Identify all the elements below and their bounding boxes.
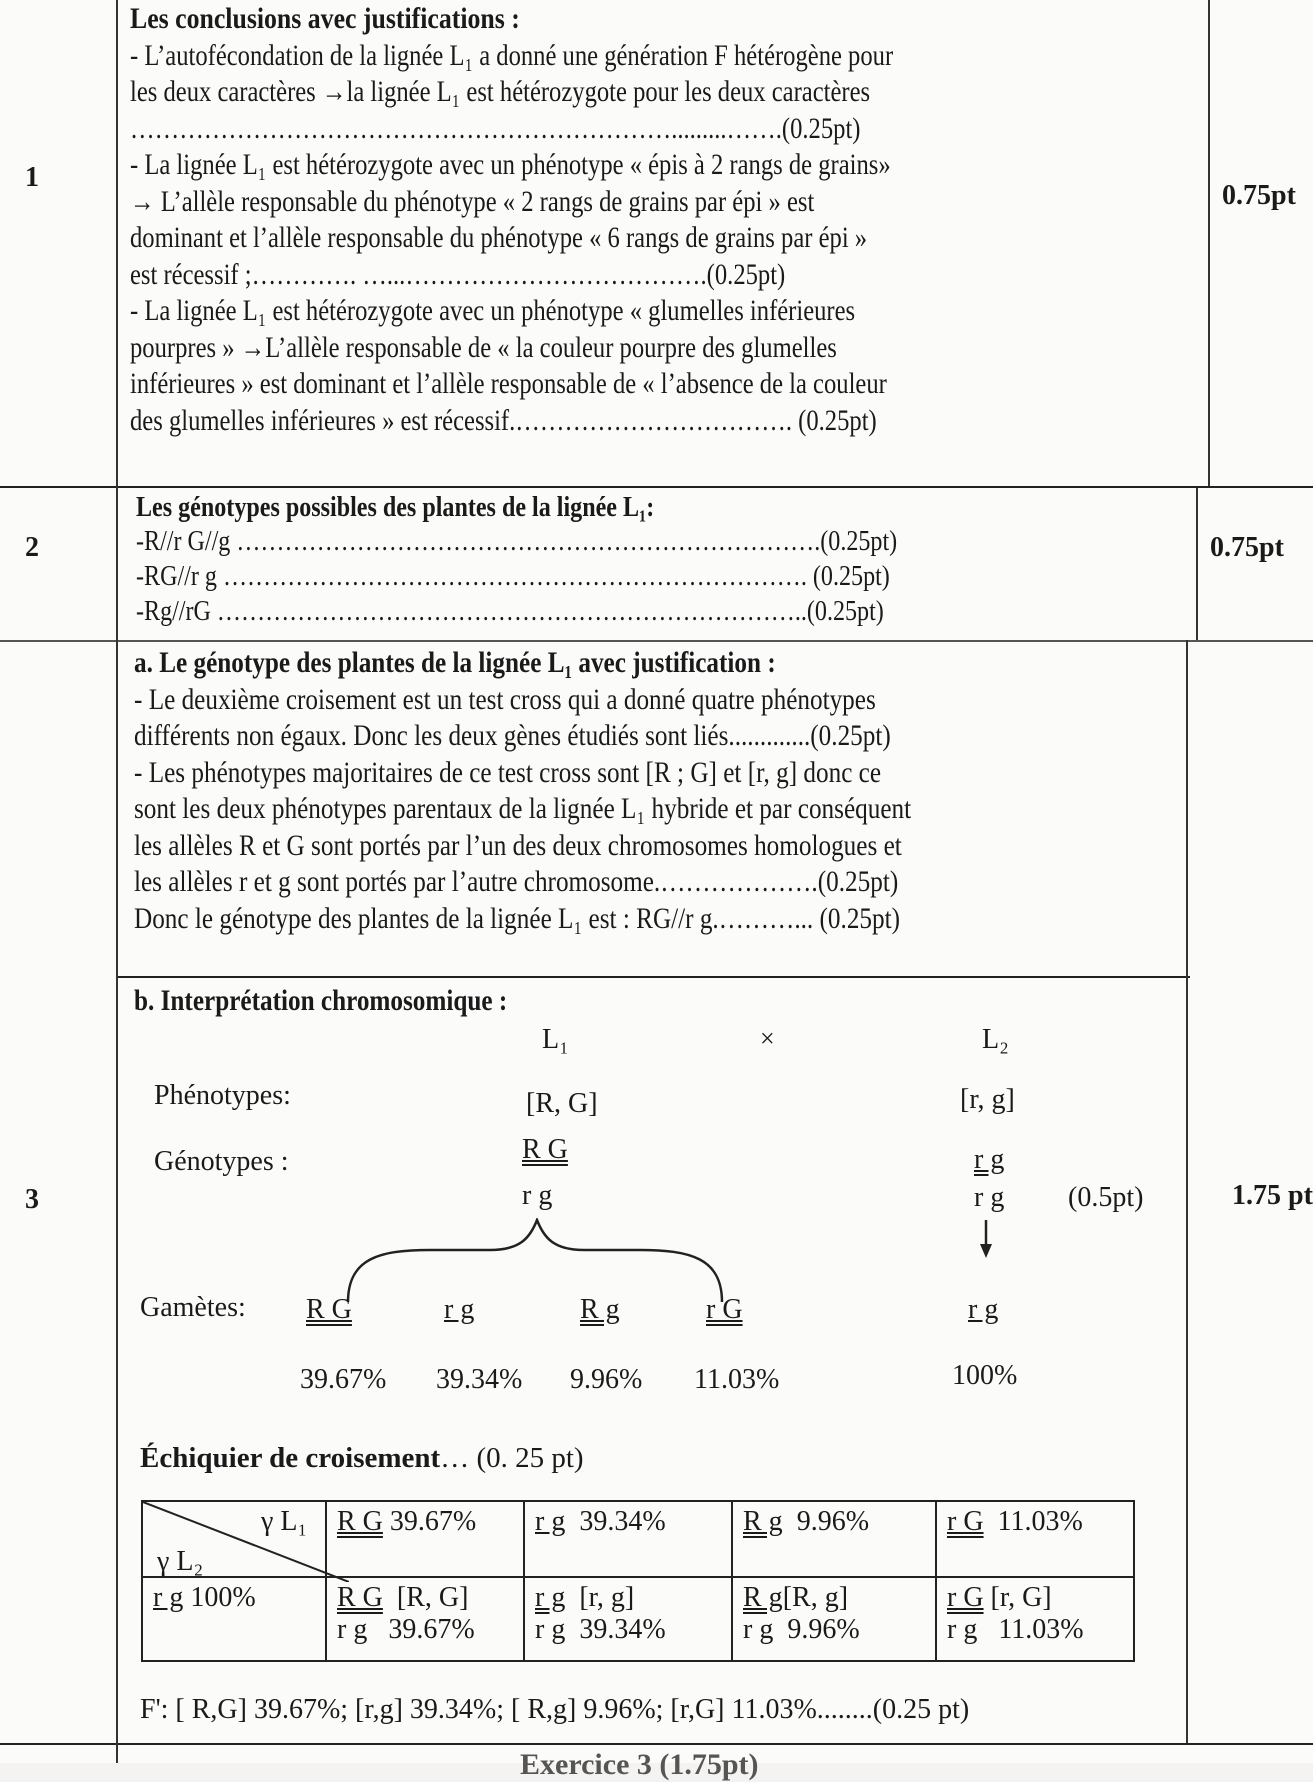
col-divider-right-q1 (1208, 0, 1210, 486)
row-divider-2-3 (0, 640, 1313, 642)
phenotypes-label: Phénotypes: (154, 1080, 291, 1111)
cell-percent: 39.34% (579, 1614, 666, 1645)
cell-phenotype: [R, g] (782, 1582, 849, 1613)
col-divider-right-q2 (1196, 488, 1198, 640)
row-divider-3a-3b (118, 976, 1190, 978)
cell-bottom: r g (947, 1614, 978, 1645)
cell-bottom: r g (535, 1614, 566, 1645)
q1-line: les deux caractères →la lignée L₁ est hétérozygote pour les deux caractères (130, 75, 871, 108)
question-number-3: 3 (25, 1184, 39, 1215)
echiquier-heading (140, 1442, 584, 1475)
punnett-cell (326, 1577, 524, 1661)
q1-line: dominant et l’allèle responsable du phénotype « 6 rangs de grains par épi » (130, 221, 868, 254)
q1-line: - La lignée L₁ est hétérozygote avec un phénotype « glumelles inférieures (130, 294, 856, 327)
col-percent: 11.03% (997, 1506, 1083, 1537)
question-points-2: 0.75pt (1210, 532, 1284, 563)
genotype-parent1-top: R G (522, 1134, 568, 1165)
q3a-line: les allèles R et G sont portés par l’un des deux chromosomes homologues et (134, 828, 902, 862)
q1-line: pourpres » →L’allèle responsable de « la couleur pourpre des glumelles (130, 330, 837, 364)
question-points-3: 1.75 pt (1232, 1180, 1313, 1211)
punnett-row (142, 1577, 1134, 1661)
q3a-line: différents non égaux. Donc les deux gènes étudiés sont liés.............(0.25pt) (134, 719, 891, 752)
row-percent: 100% (190, 1582, 256, 1613)
col-allele: R g (743, 1506, 783, 1537)
cell-top: r G (947, 1582, 984, 1613)
col-allele: r G (947, 1506, 984, 1537)
q1-line: - L’autofécondation de la lignée L₁ a donné une génération F hétérogène pour (130, 38, 894, 72)
q1-line: des glumelles inférieures » est récessif.……………………………. (0.25pt) (130, 403, 877, 437)
q1-content (130, 2, 1061, 440)
gamete-l2-allele: r g (968, 1294, 999, 1325)
col-divider-right-q3 (1186, 640, 1188, 1743)
question-points-1: 0.75pt (1222, 180, 1296, 211)
q1-title: Les conclusions avec justifications : (130, 2, 520, 35)
gamete-l1-allele: r g (444, 1294, 475, 1325)
page-bottom-divider (0, 1743, 1313, 1745)
echiquier-points: … (0. 25 pt) (440, 1442, 584, 1474)
cell-phenotype: [r, g] (579, 1582, 635, 1613)
gamete-l1-percent: 39.34% (436, 1364, 523, 1395)
genotype-parent2-bottom: r g (974, 1182, 1005, 1213)
q3a-line: Donc le génotype des plantes de la lignée L₁ est : RG//r g.………... (0.25pt) (134, 901, 901, 935)
col-allele: r g (535, 1506, 566, 1537)
question-number-2: 2 (25, 532, 39, 563)
cell-percent: 9.96% (787, 1614, 860, 1645)
q2-genotype-line: -R//r G//g ……………………………………………………………….(0.25pt) (136, 526, 898, 557)
cell-phenotype: [R, G] (396, 1582, 469, 1613)
gamete-l1-allele: R G (306, 1294, 352, 1325)
gamete-l1-percent: 39.67% (300, 1364, 387, 1395)
gamete-brace-icon (340, 1218, 730, 1304)
row-allele: r g (153, 1582, 184, 1613)
cell-bottom: r g (743, 1614, 774, 1645)
cell-percent: 11.03% (998, 1614, 1084, 1645)
q2-title: Les génotypes possibles des plantes de la lignée L₁: (136, 492, 655, 523)
parent1-label: L₁ (542, 1024, 569, 1055)
genotype-parent1-bottom: r g (522, 1180, 553, 1211)
row-divider-1-2 (0, 486, 1313, 488)
q2-genotype-line: -Rg//rG ………………………………………………………………..(0.25pt) (136, 596, 884, 627)
punnett-col-header (524, 1501, 732, 1577)
q1-line: → L’allèle responsable du phénotype « 2 rangs de grains par épi » est (130, 184, 815, 218)
gamete-l1-percent: 9.96% (570, 1364, 643, 1395)
echiquier-title: Échiquier de croisement (140, 1442, 441, 1474)
punnett-cell (524, 1577, 732, 1661)
q3a-line: - Les phénotypes majoritaires de ce test cross sont [R ; G] et [r, g] donc ce (134, 755, 882, 789)
col-percent: 9.96% (796, 1506, 870, 1537)
q2-genotype-line: -RG//r g ………………………………………………………………. (0.25pt) (136, 561, 890, 592)
cell-top: r g (535, 1582, 566, 1613)
punnett-row-header (142, 1577, 326, 1661)
punnett-col-header (732, 1501, 936, 1577)
punnett-header-row (142, 1501, 1134, 1577)
gamete-l1-allele: R g (580, 1294, 620, 1325)
punnett-col-header (936, 1501, 1134, 1577)
q2-content (136, 492, 1021, 631)
q3a-line: les allèles r et g sont portés par l’autre chromosome.……………….(0.25pt) (134, 865, 899, 898)
punnett-corner-cell (142, 1501, 326, 1577)
q1-line: est récessif ;…………. …...……………………………….(0.25pt) (130, 257, 786, 291)
punnett-cell (936, 1577, 1134, 1661)
down-arrow-icon (978, 1220, 994, 1260)
q3a-title: a. Le génotype des plantes de la lignée L₁ avec justification : (134, 646, 776, 679)
cross-result: F': [ R,G] 39.67%; [r,g] 39.34%; [ R,g] 9.96%; [r,G] 11.03%........(0.25 pt) (140, 1694, 970, 1725)
cell-percent: 39.67% (388, 1614, 475, 1645)
col-percent: 39.67% (389, 1506, 477, 1537)
cell-phenotype: [r, G] (990, 1582, 1052, 1613)
corner-gamete-l1: γ L₁ (261, 1506, 308, 1537)
q1-line: inférieures » est dominant et l’allèle responsable de « l’absence de la couleur (130, 367, 887, 400)
q3a-line: sont les deux phénotypes parentaux de la lignée L₁ hybride et par conséquent (134, 792, 912, 825)
genotypes-label: Génotypes : (154, 1146, 289, 1177)
cross-symbol: × (760, 1024, 775, 1053)
gametes-label: Gamètes: (140, 1292, 246, 1323)
corner-gamete-l2: γ L₂ (157, 1546, 204, 1577)
q3a-content (134, 646, 1059, 938)
genotype-points: (0.5pt) (1068, 1182, 1144, 1213)
punnett-cell (732, 1577, 936, 1661)
col-allele: R G (337, 1506, 383, 1537)
punnett-col-header (326, 1501, 524, 1577)
q1-line: ………………………………………………………….........…….(0.25pt) (130, 111, 861, 145)
phenotype-parent1: [R, G] (526, 1088, 598, 1119)
cell-top: R G (337, 1582, 383, 1613)
cell-top: R g (743, 1582, 783, 1613)
q1-line: - La lignée L₁ est hétérozygote avec un phénotype « épis à 2 rangs de grains» (130, 148, 891, 181)
next-exercise-heading-partial: Exercice 3 (1.75pt) (520, 1748, 759, 1781)
punnett-square (141, 1500, 1135, 1662)
q3a-line: - Le deuxième croisement est un test cross qui a donné quatre phénotypes (134, 682, 876, 716)
gamete-l2-percent: 100% (952, 1360, 1018, 1391)
phenotype-parent2: [r, g] (960, 1084, 1015, 1115)
col-percent: 39.34% (579, 1506, 666, 1537)
q3b-title: b. Interprétation chromosomique : (134, 984, 508, 1017)
question-number-1: 1 (25, 162, 39, 193)
col-divider-left (116, 0, 118, 1763)
gamete-l1-allele: r G (706, 1294, 743, 1325)
parent2-label: L₂ (982, 1024, 1009, 1055)
genotype-parent2-top: r g (974, 1144, 1005, 1175)
gamete-l1-percent: 11.03% (694, 1364, 780, 1395)
cell-bottom: r g (337, 1614, 368, 1645)
